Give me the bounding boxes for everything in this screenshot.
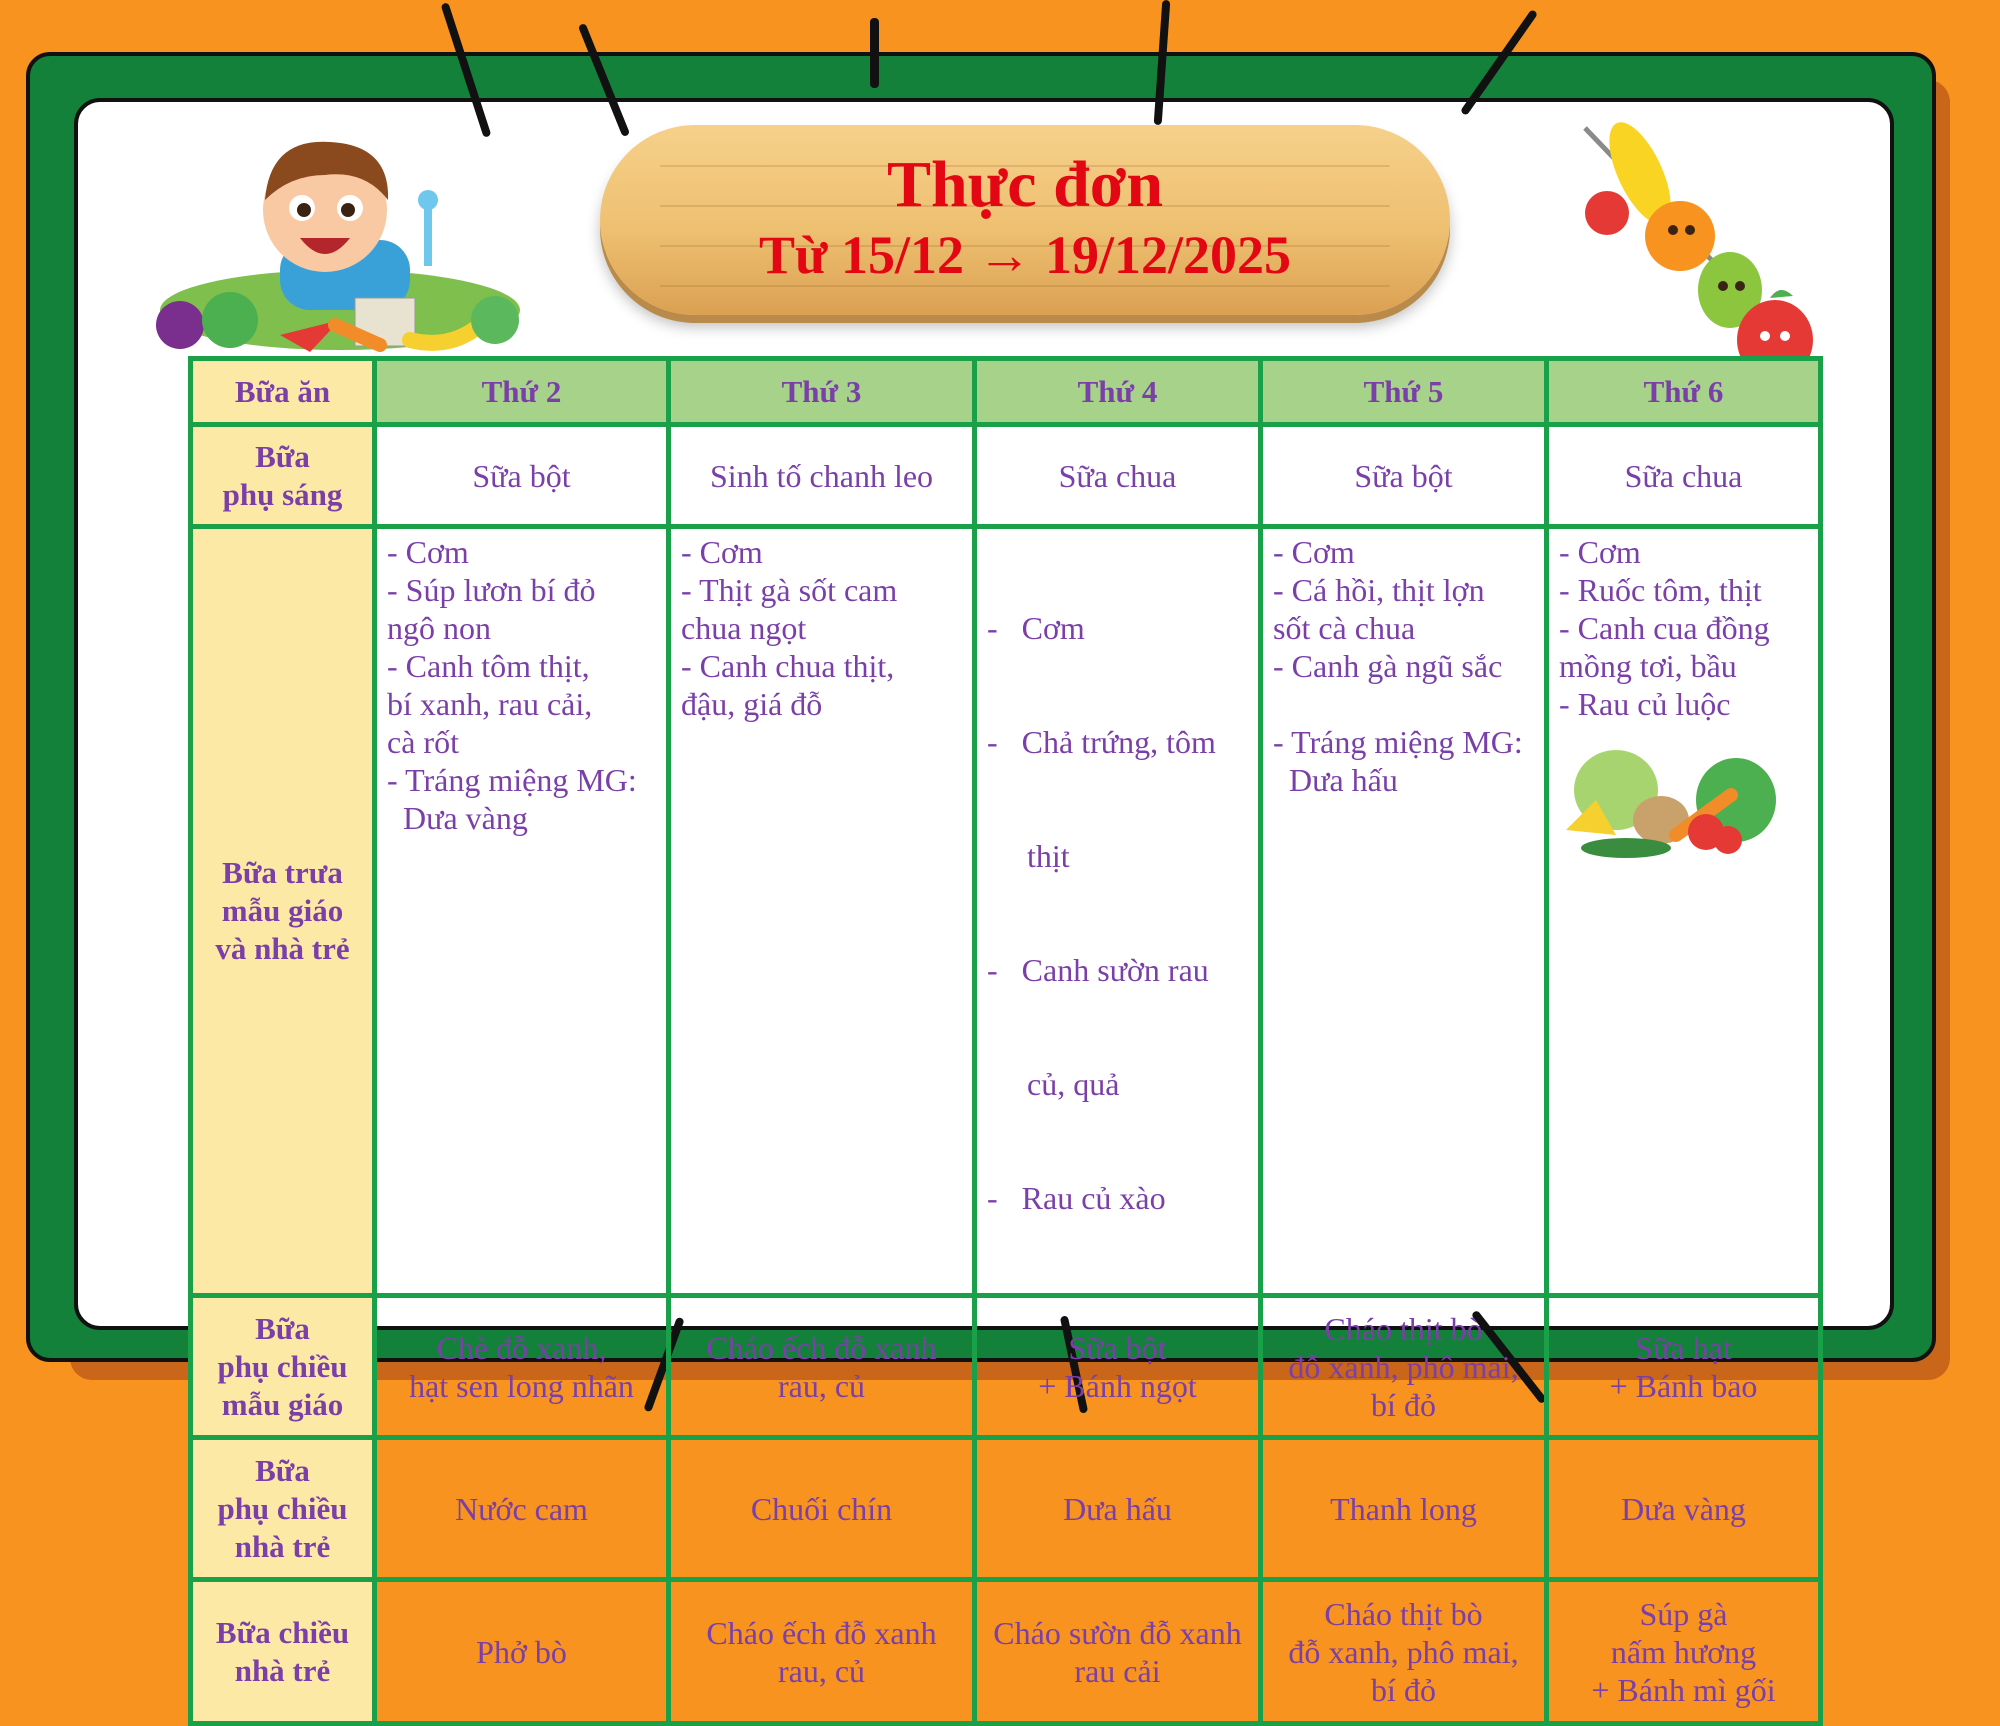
table-row [191, 527, 1821, 1296]
menu-line: Cháo ếch đỗ xanh [706, 1329, 937, 1366]
menu-line: Dưa vàng [1621, 1490, 1746, 1527]
menu-cell [669, 425, 975, 527]
menu-line: - Tráng miệng MG: [387, 762, 637, 798]
menu-cell [1261, 527, 1547, 1296]
meal-label [191, 527, 375, 1296]
meal-label-line: Bữa chiều [215, 1614, 350, 1650]
decorative-stick [870, 18, 879, 88]
table-row [191, 1438, 1821, 1580]
menu-line: - Súp lươn bí đỏ [387, 572, 596, 608]
menu-line: chua ngọt [681, 610, 807, 646]
menu-cell [1261, 425, 1547, 527]
menu-cell [975, 1580, 1261, 1724]
menu-line: bí xanh, rau cải, [387, 686, 593, 722]
meal-label-line: và nhà trẻ [215, 931, 350, 966]
menu-cell [1547, 425, 1821, 527]
menu-line: Thanh long [1330, 1490, 1477, 1527]
day-header-mon: Thứ 2 [375, 359, 669, 425]
meal-label-line: mẫu giáo [221, 1386, 344, 1422]
menu-cell [1261, 1296, 1547, 1438]
meal-label-line: phụ chiều [217, 1348, 348, 1384]
menu-line: củ, quả [987, 1066, 1120, 1102]
meal-label [191, 1438, 375, 1580]
menu-line: hạt sen long nhãn [409, 1367, 634, 1404]
menu-line: - Ruốc tôm, thịt [1559, 572, 1762, 608]
menu-cell [1261, 1580, 1547, 1724]
menu-line: thịt [987, 838, 1070, 874]
kid-with-vegetables-illustration [110, 120, 530, 360]
table-row [191, 1580, 1821, 1724]
wood-grain [660, 285, 1390, 287]
menu-line: cà rốt [387, 724, 459, 760]
menu-line: Phở bò [476, 1633, 567, 1670]
menu-cell [975, 1296, 1261, 1438]
menu-line: - Chả trứng, tôm [987, 724, 1216, 760]
menu-line: đỗ xanh, phô mai, [1288, 1348, 1519, 1385]
menu-cell [1547, 527, 1821, 1296]
menu-line: - Cá hồi, thịt lợn [1273, 572, 1485, 608]
menu-line: đậu, giá đỗ [681, 686, 823, 722]
meal-label-line: Bữa [255, 438, 310, 474]
menu-cell [669, 527, 975, 1296]
menu-cell [669, 1580, 975, 1724]
weekly-menu-table [188, 356, 1823, 1726]
meal-label [191, 425, 375, 527]
fruit-skewer-illustration [1565, 118, 1845, 388]
menu-line: rau cải [1074, 1652, 1161, 1689]
menu-line: - Cơm [681, 534, 763, 570]
menu-line: Súp gà [1639, 1595, 1728, 1632]
day-header-wed: Thứ 4 [975, 359, 1261, 425]
menu-line: Dưa hấu [1063, 1490, 1172, 1527]
menu-line: bí đỏ [1371, 1671, 1436, 1708]
menu-cell [375, 1580, 669, 1724]
menu-line: - Rau củ luộc [1559, 686, 1731, 722]
menu-line: Sinh tố chanh leo [709, 457, 934, 494]
menu-line: mồng tơi, bầu [1559, 648, 1737, 684]
day-header-fri: Thứ 6 [1547, 359, 1821, 425]
menu-cell [1547, 1296, 1821, 1438]
meal-label-line: nhà trẻ [234, 1528, 331, 1564]
vegetable-basket-illustration [1556, 740, 1786, 860]
meal-label-line: Bữa [255, 1452, 310, 1488]
table-header-row [191, 359, 1821, 425]
menu-line: - Cơm [987, 610, 1085, 646]
menu-title: Thực đơn [886, 148, 1164, 221]
menu-cell [975, 527, 1261, 1296]
menu-line: ngô non [387, 610, 491, 646]
menu-line: + Bánh bao [1609, 1367, 1758, 1404]
day-header-tue: Thứ 3 [669, 359, 975, 425]
menu-line: Chè đỗ xanh, [436, 1329, 607, 1366]
menu-line: - Canh sườn rau [987, 952, 1209, 988]
menu-cell [669, 1438, 975, 1580]
menu-cell [375, 1438, 669, 1580]
menu-cell [669, 1296, 975, 1438]
menu-line: Sữa bột [1068, 1329, 1167, 1366]
menu-cell [1261, 1438, 1547, 1580]
menu-cell [375, 1296, 669, 1438]
table-row [191, 1296, 1821, 1438]
table-row [191, 425, 1821, 527]
meal-label-line: Bữa trưa [222, 855, 343, 890]
menu-line: Dưa vàng [403, 800, 528, 836]
menu-line: Sữa chua [1058, 457, 1177, 494]
menu-line: Sữa hạt [1635, 1329, 1732, 1366]
menu-line: rau, củ [777, 1652, 866, 1689]
menu-line: Dưa hấu [1289, 762, 1398, 798]
menu-line: Sữa bột [472, 457, 571, 494]
menu-cell [1547, 1438, 1821, 1580]
menu-line: sốt cà chua [1273, 610, 1416, 646]
meal-label-line: phụ chiều [217, 1490, 348, 1526]
menu-cell [375, 425, 669, 527]
meal-label-line: nhà trẻ [234, 1652, 331, 1688]
menu-line: Chuối chín [750, 1490, 893, 1527]
meal-label [191, 1296, 375, 1438]
meal-label-line: phụ sáng [222, 476, 343, 512]
menu-line: - Canh gà ngũ sắc [1273, 648, 1503, 684]
menu-line: + Bánh mì gối [1591, 1671, 1776, 1708]
menu-cell [1547, 1580, 1821, 1724]
menu-line: rau, củ [777, 1367, 866, 1404]
menu-line [1273, 685, 1534, 723]
menu-cell [375, 527, 669, 1296]
meal-label [191, 1580, 375, 1724]
menu-line: đỗ xanh, phô mai, [1288, 1633, 1519, 1670]
menu-line: Nước cam [455, 1490, 588, 1527]
menu-line: - Canh cua đồng [1559, 610, 1770, 646]
menu-line: - Thịt gà sốt cam [681, 572, 898, 608]
menu-line: Cháo ếch đỗ xanh [706, 1614, 937, 1651]
meal-column-header: Bữa ăn [191, 359, 375, 425]
menu-line: - Tráng miệng MG: [1273, 724, 1523, 760]
menu-line: nấm hương [1610, 1633, 1757, 1670]
menu-line: - Cơm [387, 534, 469, 570]
menu-line: Cháo sườn đỗ xanh [993, 1614, 1242, 1651]
meal-label-line: mẫu giáo [221, 893, 344, 928]
menu-line: - Cơm [1559, 534, 1641, 570]
menu-line: bí đỏ [1371, 1386, 1436, 1423]
menu-line: Sữa bột [1354, 457, 1453, 494]
meal-label-line: Bữa [255, 1310, 310, 1346]
menu-cell [975, 425, 1261, 527]
menu-line: Cháo thịt bò [1324, 1595, 1483, 1632]
date-range: Từ 15/12 → 19/12/2025 [759, 225, 1291, 285]
menu-line: - Cơm [1273, 534, 1355, 570]
menu-line: - Canh tôm thịt, [387, 648, 590, 684]
menu-line: Sữa chua [1624, 457, 1743, 494]
menu-line: - Rau củ xào [987, 1180, 1166, 1216]
menu-cell [975, 1438, 1261, 1580]
menu-line: Cháo thịt bò [1324, 1310, 1483, 1347]
menu-line: + Bánh ngọt [1038, 1367, 1197, 1404]
menu-line: - Canh chua thịt, [681, 648, 895, 684]
day-header-thu: Thứ 5 [1261, 359, 1547, 425]
